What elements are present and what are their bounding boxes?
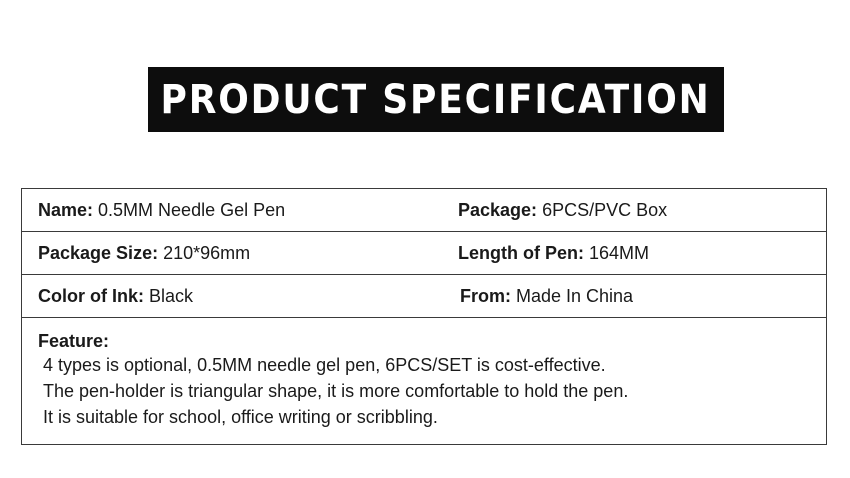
spec-table (21, 188, 827, 445)
title-banner (148, 67, 724, 132)
spec-length-of-pen-label: Length of Pen: (458, 242, 584, 263)
spec-package-size (38, 232, 250, 274)
feature-line: The pen-holder is triangular shape, it is more comfortable to hold the pen. (43, 381, 629, 401)
feature-line: 4 types is optional, 0.5MM needle gel pen, 6PCS/SET is cost-effective. (43, 355, 606, 375)
spec-from-value: Made In China (516, 285, 634, 306)
spec-name-label: Name: (38, 199, 94, 220)
spec-package-value: 6PCS/PVC Box (542, 199, 668, 220)
spec-row (22, 189, 826, 232)
feature-line: It is suitable for school, office writing or scribbling. (43, 407, 438, 427)
spec-from-label: From: (460, 285, 511, 306)
spec-length-of-pen (458, 232, 649, 274)
feature-section (38, 330, 810, 430)
spec-package-label: Package: (458, 199, 538, 220)
feature-label: Feature: (38, 331, 110, 351)
spec-row (22, 232, 826, 275)
spec-color-of-ink (38, 275, 193, 317)
spec-row (22, 275, 826, 318)
spec-name-value: 0.5MM Needle Gel Pen (98, 199, 286, 220)
spec-from (460, 275, 633, 317)
spec-color-of-ink-value: Black (149, 285, 194, 306)
spec-package-size-label: Package Size: (38, 242, 159, 263)
spec-package-size-value: 210*96mm (163, 242, 251, 263)
spec-package (458, 189, 667, 231)
spec-length-of-pen-value: 164MM (588, 242, 650, 263)
page-title: PRODUCT SPECIFICATION (160, 76, 712, 123)
spec-color-of-ink-label: Color of Ink: (38, 285, 144, 306)
spec-name (38, 189, 285, 231)
